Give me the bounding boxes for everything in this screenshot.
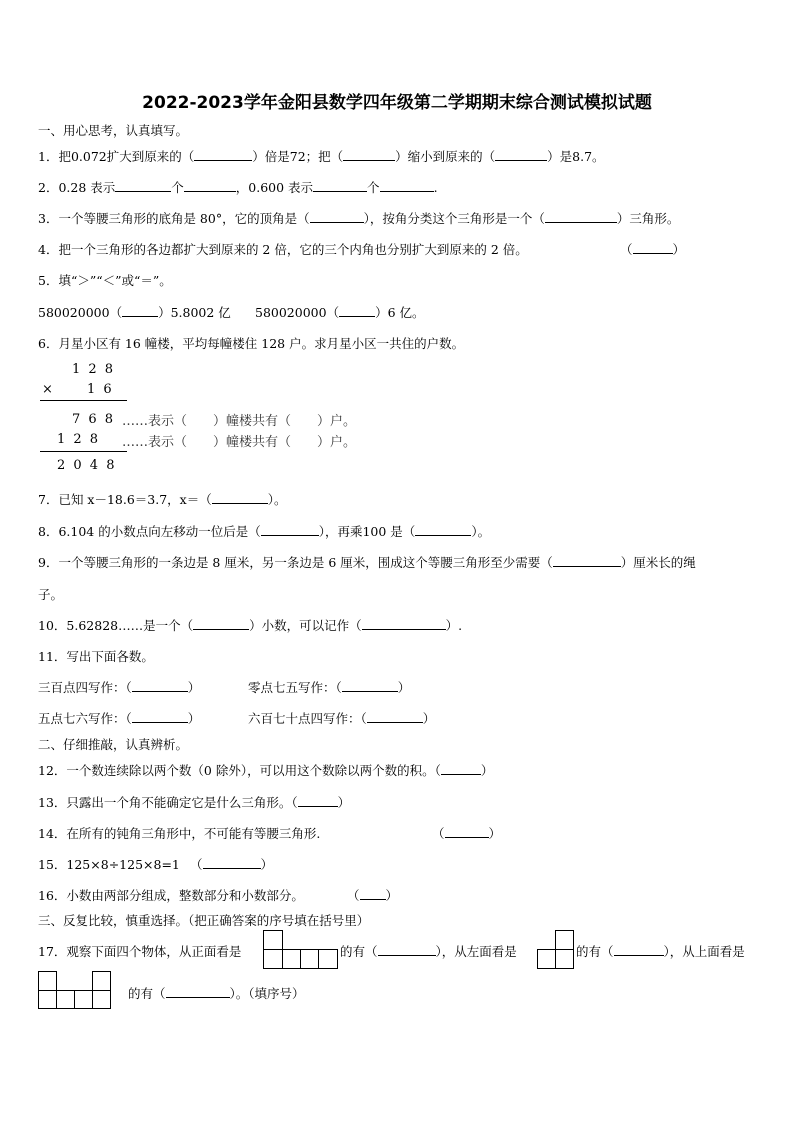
question-11: 11．写出下面各数。 (38, 649, 154, 664)
answer-blank[interactable] (495, 148, 547, 161)
answer-blank[interactable] (261, 523, 319, 536)
answer-blank[interactable] (380, 179, 434, 192)
calc-product: 2 0 4 8 (57, 458, 117, 473)
answer-blank[interactable] (441, 762, 481, 775)
question-4: 4．把一个三角形的各边都扩大到原来的 2 倍，它的三个内角也分别扩大到原来的 2 倍。 (38, 242, 528, 257)
answer-blank[interactable] (310, 210, 364, 223)
question-5: 5．填“＞”“＜”或“＝”。 (38, 273, 172, 288)
answer-blank[interactable] (193, 617, 249, 630)
section-heading-3: 三、反复比较，慎重选择。（把正确答案的序号填在括号里） (38, 913, 370, 928)
calc-line (40, 451, 127, 452)
question-5a: 580020000（ ）5.8002 亿 (38, 305, 231, 320)
answer-blank[interactable] (378, 943, 436, 956)
question-11c: 五点七六写作：（ ） (38, 711, 201, 726)
answer-blank[interactable] (545, 210, 617, 223)
answer-blank[interactable] (445, 825, 489, 838)
question-6: 6．月星小区有 16 幢楼，平均每幢楼住 128 户。求月星小区一共住的户数。 (38, 336, 465, 351)
judgement-bracket: （ ） (347, 888, 399, 903)
answer-blank[interactable] (132, 710, 188, 723)
question-7: 7．已知 x－18.6＝3.7，x＝（ ）。 (38, 492, 287, 507)
calc-times-sign: × (42, 382, 55, 397)
question-16: 16．小数由两部分组成，整数部分和小数部分。 (38, 888, 304, 903)
answer-blank[interactable] (313, 179, 367, 192)
calc-note-2: ……表示（ ）幢楼共有（ ）户。 (122, 435, 357, 450)
question-9-cont: 子。 (38, 587, 64, 602)
question-1: 1．把0.072扩大到原来的（ ）倍是72；把（ ）缩小到原来的（ ）是8.7。 (38, 149, 605, 164)
judgement-bracket: （ ） (190, 857, 274, 872)
calc-note-1: ……表示（ ）幢楼共有（ ）户。 (122, 414, 357, 429)
judgement-bracket: （ ） (620, 242, 686, 257)
question-15: 15．125×8÷125×8=1 (38, 857, 180, 872)
question-11b: 零点七五写作：（ ） (248, 680, 411, 695)
question-12: 12．一个数连续除以两个数（0 除外），可以用这个数除以两个数的积。（ ） (38, 763, 494, 778)
section-heading-1: 一、用心思考，认真填写。 (38, 123, 189, 138)
judgement-bracket: （ ） (432, 826, 502, 841)
question-13: 13．只露出一个角不能确定它是什么三角形。（ ） (38, 795, 351, 810)
calc-partial-2: 1 2 8 (57, 432, 101, 447)
answer-blank[interactable] (122, 304, 158, 317)
answer-blank[interactable] (362, 617, 446, 630)
question-17-end: 的有（ ）。（填序号） (128, 986, 305, 1001)
answer-blank[interactable] (342, 679, 398, 692)
answer-blank[interactable] (132, 679, 188, 692)
question-10: 10．5.62828……是一个（ ）小数，可以记作（ ）. (38, 618, 463, 633)
calc-line (40, 400, 127, 401)
question-8: 8．6.104 的小数点向左移动一位后是（ ），再乘100 是（ ）。 (38, 524, 491, 539)
answer-blank[interactable] (415, 523, 471, 536)
answer-blank[interactable] (343, 148, 395, 161)
answer-blank[interactable] (194, 148, 252, 161)
calc-partial-1: 7 6 8 (72, 412, 116, 427)
question-17-left: 的有（ ），从左面看是 (340, 944, 517, 959)
question-14: 14．在所有的钝角三角形中，不可能有等腰三角形. (38, 826, 321, 841)
section-heading-2: 二、仔细推敲，认真辨析。 (38, 737, 189, 752)
calc-multiplier: 1 6 (87, 382, 114, 397)
question-11d: 六百七十点四写作：（ ） (248, 711, 436, 726)
answer-blank[interactable] (339, 304, 375, 317)
question-2: 2．0.28 表示 个 ，0.600 表示 个 . (38, 180, 438, 195)
answer-blank[interactable] (166, 985, 230, 998)
answer-blank[interactable] (614, 943, 664, 956)
answer-blank[interactable] (367, 710, 423, 723)
question-17-right: 的有（ ），从上面看是 (576, 944, 745, 959)
answer-blank[interactable] (184, 179, 236, 192)
question-17: 17．观察下面四个物体，从正面看是 (38, 944, 242, 959)
answer-blank[interactable] (553, 554, 621, 567)
question-5b: 580020000（ ）6 亿。 (255, 305, 425, 320)
answer-blank[interactable] (633, 241, 673, 254)
answer-blank[interactable] (212, 491, 268, 504)
answer-blank[interactable] (203, 856, 261, 869)
calc-multiplicand: 1 2 8 (72, 362, 116, 377)
question-9: 9．一个等腰三角形的一条边是 8 厘米，另一条边是 6 厘米，围成这个等腰三角形至少需要（ ）厘米长的绳 (38, 555, 696, 570)
answer-blank[interactable] (360, 887, 386, 900)
answer-blank[interactable] (298, 794, 338, 807)
question-11a: 三百点四写作：（ ） (38, 680, 201, 695)
question-3: 3．一个等腰三角形的底角是 80°，它的顶角是（ ），按角分类这个三角形是一个（ ）三角形。 (38, 211, 680, 226)
page-title: 2022-2023学年金阳县数学四年级第二学期期末综合测试模拟试题 (142, 93, 652, 113)
answer-blank[interactable] (115, 179, 171, 192)
